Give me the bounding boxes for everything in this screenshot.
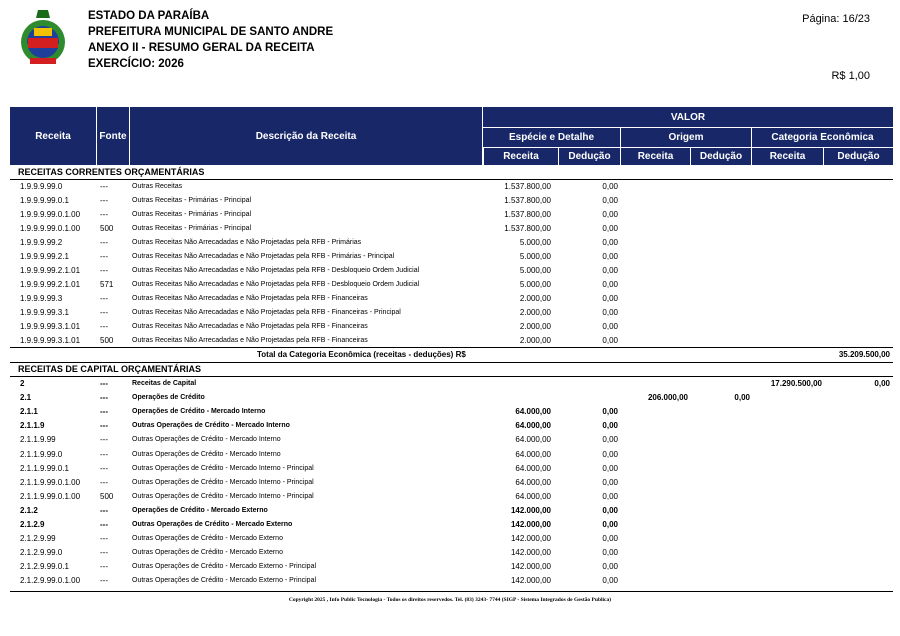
row-description: Receitas de Capital xyxy=(132,380,197,387)
row-fonte: --- xyxy=(100,252,108,261)
row-especie-receita: 142.000,00 xyxy=(510,562,551,572)
row-fonte: --- xyxy=(100,294,108,303)
row-description: Outras Operações de Crédito - Mercado Interno - Principal xyxy=(132,492,314,500)
row-description: Outras Receitas Não Arrecadadas e Não Projetadas pela RFB - Financeiras xyxy=(132,323,368,330)
header-prefeitura: PREFEITURA MUNICIPAL DE SANTO ANDRE xyxy=(88,26,334,38)
table-row xyxy=(0,180,900,194)
row-code: 2.1.2.9 xyxy=(20,520,45,529)
page-number: Página: 16/23 xyxy=(802,13,870,25)
municipal-coat-of-arms-logo xyxy=(18,8,68,70)
col-valor: VALOR xyxy=(670,111,706,123)
row-fonte: --- xyxy=(100,238,108,247)
row-code: 1.9.9.9.99.3.1 xyxy=(20,308,69,317)
table-row xyxy=(0,194,900,208)
table-row xyxy=(0,391,900,405)
row-especie-receita: 64.000,00 xyxy=(515,407,551,417)
row-description: Outras Receitas - Primárias - Principal xyxy=(132,211,252,218)
row-especie-deducao: 0,00 xyxy=(602,477,618,487)
table-row xyxy=(0,433,900,447)
row-especie-deducao: 0,00 xyxy=(602,435,618,445)
row-especie-receita: 64.000,00 xyxy=(515,477,551,487)
table-row xyxy=(0,462,900,476)
row-especie-deducao: 0,00 xyxy=(602,449,618,459)
row-especie-receita: 64.000,00 xyxy=(515,449,551,459)
table-row xyxy=(0,405,900,419)
row-especie-deducao: 0,00 xyxy=(602,534,618,544)
row-especie-deducao: 0,00 xyxy=(602,224,618,233)
table-row xyxy=(0,518,900,532)
row-code: 2.1.1.9 xyxy=(20,421,45,431)
row-categoria-receita: 17.290.500,00 xyxy=(770,379,822,388)
sub-categoria-deducao: Dedução xyxy=(823,147,893,165)
table-header xyxy=(10,107,893,165)
row-description: Outras Operações de Crédito - Mercado Interno - Principal xyxy=(132,464,314,472)
row-code: 2.1.1.9.99.0 xyxy=(20,449,63,459)
row-especie-deducao: 0,00 xyxy=(602,562,618,572)
row-description: Outras Operações de Crédito - Mercado Interno xyxy=(132,436,281,444)
sub-especie-receita: Receita xyxy=(483,147,558,165)
row-code: 2.1.1 xyxy=(20,407,38,417)
row-especie-deducao: 0,00 xyxy=(602,463,618,473)
row-especie-receita: 5.000,00 xyxy=(519,280,551,289)
row-description: Operações de Crédito - Mercado Externo xyxy=(132,506,268,514)
sub-categoria-receita: Receita xyxy=(751,147,823,165)
row-fonte: --- xyxy=(100,421,108,431)
row-fonte: --- xyxy=(100,407,108,417)
row-fonte: --- xyxy=(100,520,108,529)
table-row xyxy=(0,264,900,278)
row-especie-receita: 2.000,00 xyxy=(519,308,551,317)
row-description: Outras Operações de Crédito - Mercado Externo xyxy=(132,549,283,557)
section-receitas-correntes: RECEITAS CORRENTES ORÇAMENTÁRIAS xyxy=(18,167,205,177)
table-row xyxy=(0,250,900,264)
row-description: Outras Receitas Não Arrecadadas e Não Projetadas pela RFB - Financeiras xyxy=(132,295,368,302)
table-row xyxy=(0,334,900,348)
row-fonte: --- xyxy=(100,534,108,544)
header-annex: ANEXO II - RESUMO GERAL DA RECEITA xyxy=(88,42,315,54)
row-description: Outras Operações de Crédito - Mercado Interno xyxy=(132,422,290,430)
table-row xyxy=(0,278,900,292)
col-receita: Receita xyxy=(35,130,71,142)
row-description: Outras Receitas Não Arrecadadas e Não Projetadas pela RFB - Primárias xyxy=(132,239,362,246)
row-description: Outras Receitas Não Arrecadadas e Não Projetadas pela RFB - Financeiras xyxy=(132,337,368,344)
row-description: Operações de Crédito - Mercado Interno xyxy=(132,408,266,416)
row-especie-receita: 5.000,00 xyxy=(519,252,551,261)
table-row xyxy=(0,560,900,574)
table-row xyxy=(0,292,900,306)
total-categoria-value: 35.209.500,00 xyxy=(838,350,890,359)
row-fonte: --- xyxy=(100,210,108,219)
row-especie-receita: 5.000,00 xyxy=(519,238,551,247)
row-fonte: --- xyxy=(100,393,108,403)
row-code: 1.9.9.9.99.2.1.01 xyxy=(20,266,81,275)
row-especie-deducao: 0,00 xyxy=(602,336,618,345)
row-origem-deducao: 0,00 xyxy=(734,393,750,403)
header-state: ESTADO DA PARAÍBA xyxy=(88,10,210,22)
row-description: Outras Operações de Crédito - Mercado Externo xyxy=(132,535,283,543)
row-code: 1.9.9.9.99.2.1 xyxy=(20,252,69,261)
row-especie-receita: 1.537.800,00 xyxy=(504,224,551,233)
row-especie-deducao: 0,00 xyxy=(602,210,618,219)
table-row xyxy=(0,532,900,546)
row-code: 1.9.9.9.99.0.1.00 xyxy=(20,224,81,233)
sub-especie-deducao: Dedução xyxy=(558,147,620,165)
row-code: 1.9.9.9.99.3.1.01 xyxy=(20,336,81,345)
row-code: 2.1.1.9.99 xyxy=(20,435,56,445)
col-descricao: Descrição da Receita xyxy=(255,130,357,142)
col-origem: Origem xyxy=(668,132,704,143)
row-especie-receita: 142.000,00 xyxy=(510,548,551,558)
row-description: Operações de Crédito xyxy=(132,394,205,402)
sub-origem-receita: Receita xyxy=(620,147,690,165)
row-code: 2.1.1.9.99.0.1.00 xyxy=(20,491,81,501)
row-especie-receita: 1.537.800,00 xyxy=(504,182,551,191)
table-row xyxy=(0,377,900,391)
row-fonte: --- xyxy=(100,379,108,388)
row-especie-deducao: 0,00 xyxy=(602,238,618,247)
row-especie-deducao: 0,00 xyxy=(602,548,618,558)
row-description: Outras Operações de Crédito - Mercado Interno - Principal xyxy=(132,478,314,486)
row-description: Outras Receitas Não Arrecadadas e Não Projetadas pela RFB - Financeiras - Principal xyxy=(132,309,401,316)
row-code: 1.9.9.9.99.3 xyxy=(20,294,63,303)
table-row xyxy=(0,208,900,222)
table-row xyxy=(0,546,900,560)
row-especie-receita: 5.000,00 xyxy=(519,266,551,275)
row-fonte: --- xyxy=(100,308,108,317)
row-especie-receita: 1.537.800,00 xyxy=(504,210,551,219)
row-especie-receita: 64.000,00 xyxy=(515,435,551,445)
row-fonte: --- xyxy=(100,435,108,445)
row-description: Outras Receitas - Primárias - Principal xyxy=(132,197,252,204)
row-description: Outras Operações de Crédito - Mercado Externo - Principal xyxy=(132,577,317,585)
row-especie-receita: 1.537.800,00 xyxy=(504,196,551,205)
row-especie-deducao: 0,00 xyxy=(602,308,618,317)
row-description: Outras Operações de Crédito - Mercado Interno xyxy=(132,450,281,458)
row-especie-deducao: 0,00 xyxy=(602,576,618,586)
row-fonte: --- xyxy=(100,576,108,586)
row-fonte: --- xyxy=(100,196,108,205)
row-fonte: 500 xyxy=(100,491,114,501)
col-fonte: Fonte xyxy=(99,130,127,142)
table-row xyxy=(0,504,900,518)
row-categoria-deducao: 0,00 xyxy=(874,379,890,388)
row-especie-receita: 142.000,00 xyxy=(510,505,551,515)
table-row xyxy=(0,222,900,236)
table-row xyxy=(0,490,900,504)
row-especie-deducao: 0,00 xyxy=(602,322,618,331)
row-especie-receita: 64.000,00 xyxy=(515,463,551,473)
row-especie-receita: 2.000,00 xyxy=(519,294,551,303)
row-description: Outras Receitas - Primárias - Principal xyxy=(132,225,252,232)
row-especie-receita: 2.000,00 xyxy=(519,322,551,331)
table-row xyxy=(0,476,900,490)
row-fonte: --- xyxy=(100,463,108,473)
row-code: 1.9.9.9.99.2 xyxy=(20,238,63,247)
row-description: Outras Operações de Crédito - Mercado Externo xyxy=(132,521,293,528)
row-description: Outras Operações de Crédito - Mercado Externo - Principal xyxy=(132,563,317,571)
row-fonte: 500 xyxy=(100,336,114,345)
row-fonte: --- xyxy=(100,477,108,487)
row-fonte: --- xyxy=(100,562,108,572)
row-fonte: --- xyxy=(100,505,108,515)
row-description: Outras Receitas xyxy=(132,183,183,190)
table-row xyxy=(0,306,900,320)
footer-copyright: Copyright 2025 , Info Public Tecnologia - Todos os direitos reservedos. Tel. (83) 3243- 7744 (SIGP - Sistema Integrados de Gestão Publica) xyxy=(288,597,612,603)
row-code: 2.1 xyxy=(20,393,32,403)
row-especie-deducao: 0,00 xyxy=(602,520,618,529)
currency-unit: R$ 1,00 xyxy=(831,70,870,82)
col-especie: Espécie e Detalhe xyxy=(508,132,595,143)
row-fonte: --- xyxy=(100,322,108,331)
row-code: 2.1.2.9.99 xyxy=(20,534,56,544)
row-especie-receita: 64.000,00 xyxy=(515,421,551,431)
row-description: Outras Receitas Não Arrecadadas e Não Projetadas pela RFB - Primárias - Principal xyxy=(132,253,395,260)
row-especie-deducao: 0,00 xyxy=(602,280,618,289)
row-especie-receita: 142.000,00 xyxy=(510,534,551,544)
row-fonte: --- xyxy=(100,548,108,558)
row-origem-receita: 206.000,00 xyxy=(647,393,688,403)
row-code: 2.1.2.9.99.0.1 xyxy=(20,562,69,572)
row-especie-receita: 64.000,00 xyxy=(515,491,551,501)
row-fonte: --- xyxy=(100,449,108,459)
row-fonte: 571 xyxy=(100,280,114,289)
table-row xyxy=(0,448,900,462)
row-especie-deducao: 0,00 xyxy=(602,182,618,191)
row-especie-deducao: 0,00 xyxy=(602,294,618,303)
row-code: 2 xyxy=(20,379,25,388)
row-especie-deducao: 0,00 xyxy=(602,266,618,275)
row-code: 2.1.2 xyxy=(20,505,38,515)
row-code: 2.1.1.9.99.0.1.00 xyxy=(20,477,81,487)
row-code: 1.9.9.9.99.0 xyxy=(20,182,63,191)
sub-origem-deducao: Dedução xyxy=(690,147,751,165)
table-row xyxy=(0,236,900,250)
row-especie-deducao: 0,00 xyxy=(602,491,618,501)
row-especie-deducao: 0,00 xyxy=(602,505,618,515)
row-especie-receita: 142.000,00 xyxy=(510,576,551,586)
row-especie-receita: 2.000,00 xyxy=(519,336,551,345)
row-especie-deducao: 0,00 xyxy=(602,421,618,431)
col-categoria: Categoria Econômica xyxy=(771,132,874,143)
row-code: 2.1.1.9.99.0.1 xyxy=(20,463,69,473)
total-categoria-label: Total da Categoria Econômica (receitas - deduções) R$ xyxy=(257,350,466,359)
row-especie-deducao: 0,00 xyxy=(602,407,618,417)
row-description: Outras Receitas Não Arrecadadas e Não Projetadas pela RFB - Desbloqueio Ordem Judicial xyxy=(132,267,420,274)
row-code: 2.1.2.9.99.0.1.00 xyxy=(20,576,81,586)
row-especie-deducao: 0,00 xyxy=(602,196,618,205)
section-receitas-capital: RECEITAS DE CAPITAL ORÇAMENTÁRIAS xyxy=(18,364,202,374)
row-code: 1.9.9.9.99.3.1.01 xyxy=(20,322,81,331)
header-exercise: EXERCÍCIO: 2026 xyxy=(88,58,184,70)
row-code: 2.1.2.9.99.0 xyxy=(20,548,63,558)
table-row xyxy=(0,419,900,433)
total-categoria-row xyxy=(0,348,900,362)
row-especie-receita: 142.000,00 xyxy=(510,520,551,529)
row-fonte: 500 xyxy=(100,224,114,233)
row-fonte: --- xyxy=(100,182,108,191)
row-code: 1.9.9.9.99.0.1.00 xyxy=(20,210,81,219)
row-description: Outras Receitas Não Arrecadadas e Não Projetadas pela RFB - Desbloqueio Ordem Judicial xyxy=(132,281,420,288)
row-code: 1.9.9.9.99.2.1.01 xyxy=(20,280,81,289)
row-code: 1.9.9.9.99.0.1 xyxy=(20,196,69,205)
row-especie-deducao: 0,00 xyxy=(602,252,618,261)
row-fonte: --- xyxy=(100,266,108,275)
table-row xyxy=(0,320,900,334)
table-row xyxy=(0,574,900,588)
